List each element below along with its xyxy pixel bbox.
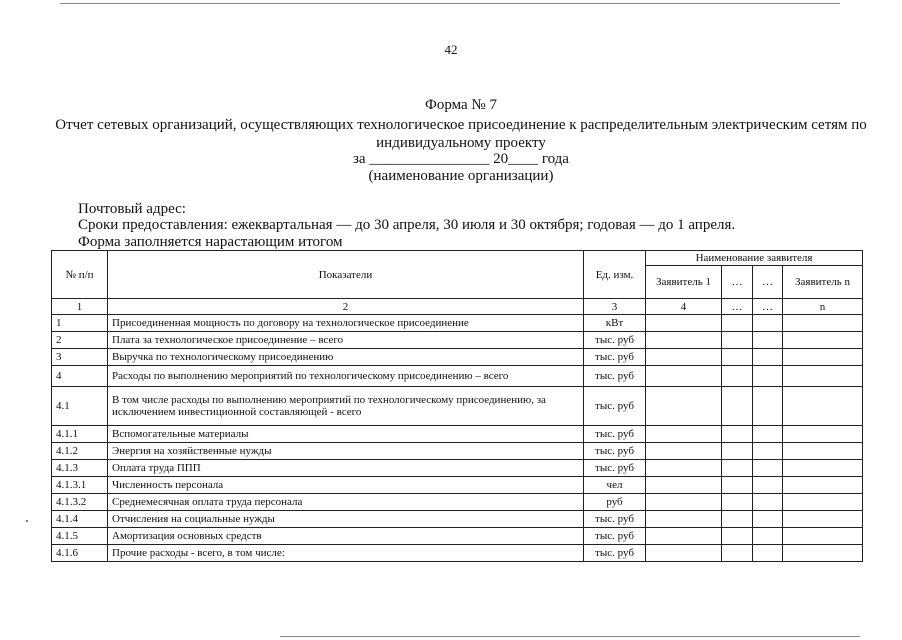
- report-period-line: за ________________ 20____ года: [353, 151, 569, 167]
- value-cell[interactable]: [753, 387, 783, 426]
- table-row: [52, 460, 863, 477]
- value-cell[interactable]: [722, 511, 753, 528]
- table-row: [52, 315, 863, 332]
- value-cell[interactable]: [753, 494, 783, 511]
- unit-cell: тыс. руб: [584, 349, 646, 366]
- indicator-name: Прочие расходы - всего, в том числе:: [108, 545, 584, 562]
- indicator-name: Присоединенная мощность по договору на технологическое присоединение: [108, 315, 584, 332]
- indicator-name: В том числе расходы по выполнению мероприятий по технологическому присоединению, за исключением инвестиционной составляющей - всего: [108, 387, 584, 426]
- value-cell[interactable]: [783, 349, 863, 366]
- report-table: [51, 250, 863, 562]
- value-cell[interactable]: [783, 460, 863, 477]
- unit-cell: тыс. руб: [584, 460, 646, 477]
- value-cell[interactable]: [646, 332, 722, 349]
- value-cell[interactable]: [646, 443, 722, 460]
- form-title: Форма № 7: [425, 97, 497, 113]
- value-cell[interactable]: [753, 426, 783, 443]
- unit-cell: руб: [584, 494, 646, 511]
- value-cell[interactable]: [646, 426, 722, 443]
- scan-speck: [26, 520, 28, 522]
- value-cell[interactable]: [722, 460, 753, 477]
- table-row: [52, 366, 863, 387]
- value-cell[interactable]: [753, 366, 783, 387]
- value-cell[interactable]: [783, 366, 863, 387]
- row-number: 4.1.1: [52, 426, 108, 443]
- column-number: 2: [108, 299, 584, 315]
- cumulative-note: Форма заполняется нарастающим итогом: [78, 234, 343, 250]
- value-cell[interactable]: [722, 528, 753, 545]
- row-number: 1: [52, 315, 108, 332]
- header-applicant-1: Заявитель 1: [646, 266, 722, 299]
- row-number: 4.1.2: [52, 443, 108, 460]
- column-number: 1: [52, 299, 108, 315]
- unit-cell: тыс. руб: [584, 366, 646, 387]
- value-cell[interactable]: [753, 528, 783, 545]
- indicator-name: Энергия на хозяйственные нужды: [108, 443, 584, 460]
- column-number: …: [722, 299, 753, 315]
- row-number: 3: [52, 349, 108, 366]
- column-number: …: [753, 299, 783, 315]
- row-number: 4: [52, 366, 108, 387]
- value-cell[interactable]: [783, 477, 863, 494]
- value-cell[interactable]: [646, 366, 722, 387]
- row-number: 4.1.3: [52, 460, 108, 477]
- value-cell[interactable]: [722, 443, 753, 460]
- indicator-name: Среднемесячная оплата труда персонала: [108, 494, 584, 511]
- unit-cell: тыс. руб: [584, 511, 646, 528]
- indicator-name: Вспомогательные материалы: [108, 426, 584, 443]
- column-number-row: [52, 299, 863, 315]
- table-row: [52, 387, 863, 426]
- organization-caption: (наименование организации): [368, 168, 554, 184]
- value-cell[interactable]: [722, 366, 753, 387]
- value-cell[interactable]: [783, 426, 863, 443]
- scan-edge-line-top: [60, 3, 840, 4]
- value-cell[interactable]: [753, 545, 783, 562]
- report-title: Отчет сетевых организаций, осуществляющих технологическое присоединение к распределительным электрическим сетям по индивидуальному проекту: [55, 117, 867, 151]
- value-cell[interactable]: [722, 477, 753, 494]
- indicator-name: Отчисления на социальные нужды: [108, 511, 584, 528]
- table-row: [52, 443, 863, 460]
- indicator-name: Расходы по выполнению мероприятий по технологическому присоединению – всего: [108, 366, 584, 387]
- header-ellipsis: …: [722, 266, 753, 299]
- indicator-name: Амортизация основных средств: [108, 528, 584, 545]
- value-cell[interactable]: [783, 528, 863, 545]
- header-applicant-group: Наименование заявителя: [646, 251, 863, 266]
- value-cell[interactable]: [783, 315, 863, 332]
- table-row: [52, 545, 863, 562]
- indicator-name: Оплата труда ППП: [108, 460, 584, 477]
- row-number: 4.1: [52, 387, 108, 426]
- row-number: 4.1.4: [52, 511, 108, 528]
- value-cell[interactable]: [753, 477, 783, 494]
- value-cell[interactable]: [753, 349, 783, 366]
- value-cell[interactable]: [646, 387, 722, 426]
- value-cell[interactable]: [646, 315, 722, 332]
- table-row: [52, 349, 863, 366]
- value-cell[interactable]: [783, 332, 863, 349]
- column-number: 4: [646, 299, 722, 315]
- value-cell[interactable]: [722, 332, 753, 349]
- header-unit: Ед. изм.: [584, 251, 646, 299]
- postal-address-label: Почтовый адрес:: [78, 201, 186, 217]
- table-row: [52, 332, 863, 349]
- unit-cell: тыс. руб: [584, 332, 646, 349]
- value-cell[interactable]: [722, 426, 753, 443]
- value-cell[interactable]: [646, 349, 722, 366]
- value-cell[interactable]: [646, 477, 722, 494]
- row-number: 2: [52, 332, 108, 349]
- value-cell[interactable]: [646, 494, 722, 511]
- header-indicators: Показатели: [108, 251, 584, 299]
- table-row: [52, 477, 863, 494]
- table-row: [52, 426, 863, 443]
- value-cell[interactable]: [722, 349, 753, 366]
- unit-cell: тыс. руб: [584, 387, 646, 426]
- header-applicant-n: Заявитель n: [783, 266, 863, 299]
- unit-cell: тыс. руб: [584, 528, 646, 545]
- table-row: [52, 511, 863, 528]
- row-number: 4.1.3.1: [52, 477, 108, 494]
- value-cell[interactable]: [753, 460, 783, 477]
- unit-cell: чел: [584, 477, 646, 494]
- value-cell[interactable]: [646, 545, 722, 562]
- unit-cell: тыс. руб: [584, 545, 646, 562]
- value-cell[interactable]: [783, 387, 863, 426]
- column-number: 3: [584, 299, 646, 315]
- value-cell[interactable]: [646, 511, 722, 528]
- value-cell[interactable]: [722, 387, 753, 426]
- scan-edge-line-bottom: [280, 636, 860, 637]
- row-number: 4.1.5: [52, 528, 108, 545]
- value-cell[interactable]: [753, 332, 783, 349]
- row-number: 4.1.6: [52, 545, 108, 562]
- value-cell[interactable]: [753, 315, 783, 332]
- header-row-number: № п/п: [52, 251, 108, 299]
- unit-cell: тыс. руб: [584, 426, 646, 443]
- indicator-name: Численность персонала: [108, 477, 584, 494]
- value-cell[interactable]: [722, 545, 753, 562]
- unit-cell: кВт: [584, 315, 646, 332]
- indicator-name: Плата за технологическое присоединение – всего: [108, 332, 584, 349]
- header-ellipsis: …: [753, 266, 783, 299]
- submission-deadlines: Сроки предоставления: ежеквартальная — до 30 апреля, 30 июля и 30 октября; годовая — до 1 апреля.: [78, 217, 736, 233]
- value-cell[interactable]: [783, 443, 863, 460]
- indicator-name: Выручка по технологическому присоединению: [108, 349, 584, 366]
- value-cell[interactable]: [722, 494, 753, 511]
- value-cell[interactable]: [783, 511, 863, 528]
- value-cell[interactable]: [783, 494, 863, 511]
- table-row: [52, 494, 863, 511]
- row-number: 4.1.3.2: [52, 494, 108, 511]
- page-number: 42: [444, 42, 458, 57]
- unit-cell: тыс. руб: [584, 443, 646, 460]
- value-cell[interactable]: [646, 528, 722, 545]
- value-cell[interactable]: [646, 460, 722, 477]
- value-cell[interactable]: [783, 545, 863, 562]
- value-cell[interactable]: [753, 511, 783, 528]
- value-cell[interactable]: [722, 315, 753, 332]
- column-number: n: [783, 299, 863, 315]
- table-row: [52, 528, 863, 545]
- value-cell[interactable]: [753, 443, 783, 460]
